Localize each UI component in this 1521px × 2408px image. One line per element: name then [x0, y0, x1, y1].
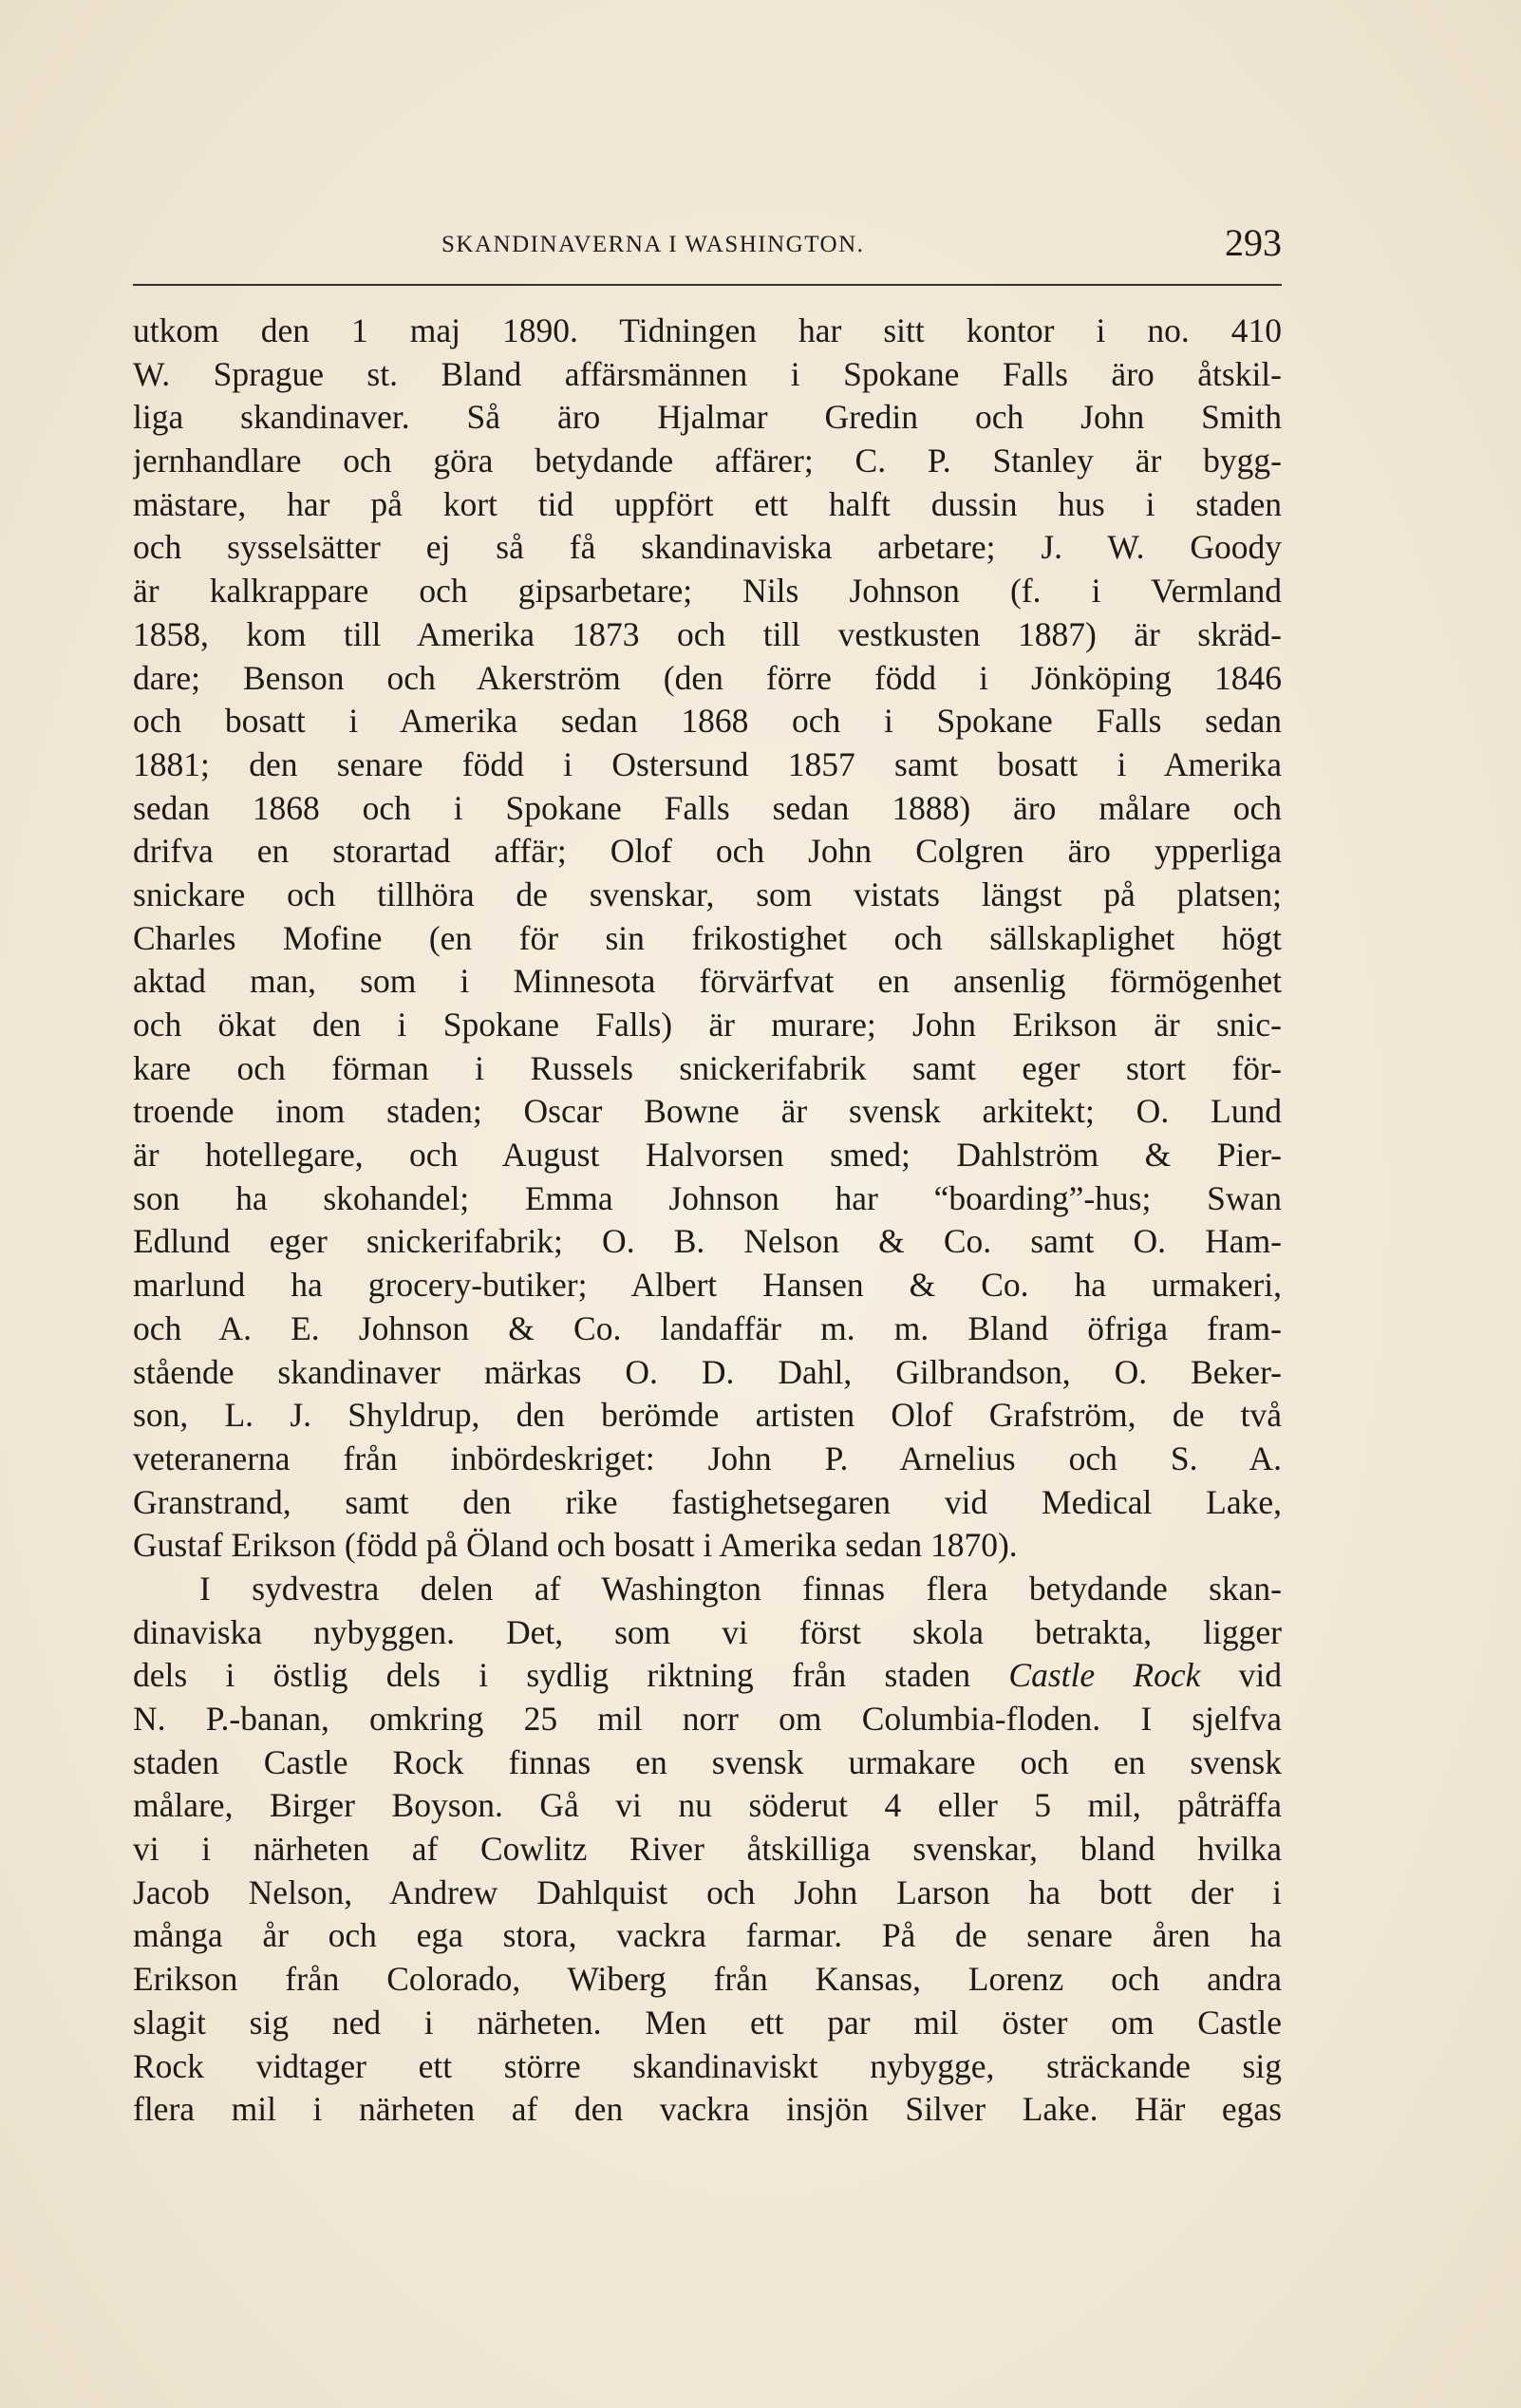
text-line: och A. E. Johnson & Co. landaffär m. m. Bland öfriga fram- [133, 1308, 1282, 1347]
text-line: son ha skohandel; Emma Johnson har “boarding”-hus; Swan [133, 1178, 1282, 1217]
text-line: snickare och tillhöra de svenskar, som vistats längst på platsen; [133, 875, 1282, 913]
text-line: 1858, kom till Amerika 1873 och till vestkusten 1887) är skräd- [133, 614, 1282, 653]
text-line: dare; Benson och Akerström (den förre född i Jönköping 1846 [133, 658, 1282, 697]
text-line: liga skandinaver. Så äro Hjalmar Gredin och John Smith [133, 398, 1282, 437]
text-line: och bosatt i Amerika sedan 1868 och i Spokane Falls sedan [133, 702, 1282, 741]
text-line: aktad man, som i Minnesota förvärfvat en ansenlig förmögenhet [133, 962, 1282, 1001]
text-line: Charles Mofine (en för sin frikostighet och sällskaplighet högt [133, 918, 1282, 957]
page-header [133, 215, 1282, 272]
text-line: utkom den 1 maj 1890. Tidningen har sitt kontor i no. 410 [133, 311, 1282, 349]
text-line: kare och förman i Russels snickerifabrik samt eger stort för- [133, 1048, 1282, 1087]
text-line: troende inom staden; Oscar Bowne är svensk arkitekt; O. Lund [133, 1092, 1282, 1131]
text-line: mästare, har på kort tid uppfört ett halft dussin hus i staden [133, 484, 1282, 523]
text-line: Jacob Nelson, Andrew Dahlquist och John Larson ha bott der i [133, 1872, 1282, 1911]
text-line: sedan 1868 och i Spokane Falls sedan 1888) äro målare och [133, 788, 1282, 827]
text-line-with-italic [133, 1654, 1282, 1698]
text-line: W. Sprague st. Bland affärsmännen i Spokane Falls äro åtskil- [133, 354, 1282, 393]
text-line: drifva en storartad affär; Olof och John Colgren äro ypperliga [133, 832, 1282, 871]
text-line: marlund ha grocery-butiker; Albert Hansen & Co. ha urmakeri, [133, 1266, 1282, 1305]
paragraph-start-line: I sydvestra delen af Washington finnas flera betydande skan- [199, 1569, 1282, 1608]
text-line: Erikson från Colorado, Wiberg från Kansas, Lorenz och andra [133, 1960, 1282, 1999]
text-line: jernhandlare och göra betydande affärer; C. P. Stanley är bygg- [133, 442, 1282, 480]
text-line: vi i närheten af Cowlitz River åtskilliga svenskar, bland hvilka [133, 1830, 1282, 1869]
text-line: stående skandinaver märkas O. D. Dahl, Gilbrandson, O. Beker- [133, 1352, 1282, 1391]
text-line: dinaviska nybyggen. Det, som vi först skola betrakta, ligger [133, 1612, 1282, 1651]
paragraph-end-line: Gustaf Erikson (född på Öland och bosatt i Amerika sedan 1870). [133, 1526, 1018, 1565]
header-rule [133, 284, 1282, 286]
text-line: och sysselsätter ej så få skandinaviska arbetare; J. W. Goody [133, 528, 1282, 567]
text-line: flera mil i närheten af den vackra insjön Silver Lake. Här egas [133, 2090, 1282, 2129]
page-number: 293 [1225, 221, 1282, 264]
text-line: Edlund eger snickerifabrik; O. B. Nelson & Co. samt O. Ham- [133, 1222, 1282, 1261]
text-line: och ökat den i Spokane Falls) är murare; John Erikson är snic- [133, 1006, 1282, 1044]
body-text [133, 310, 1282, 2132]
text-segment: vid [1200, 1656, 1282, 1695]
text-line: målare, Birger Boyson. Gå vi nu söderut 4 eller 5 mil, påträffa [133, 1786, 1282, 1825]
text-line: slagit sig ned i närheten. Men ett par mil öster om Castle [133, 2003, 1282, 2041]
text-line: är hotellegare, och August Halvorsen smed; Dahlström & Pier- [133, 1136, 1282, 1175]
text-line: Rock vidtager ett större skandinaviskt nybygge, sträckande sig [133, 2046, 1282, 2085]
running-head: SKANDINAVERNA I WASHINGTON. [441, 232, 865, 257]
text-line: N. P.-banan, omkring 25 mil norr om Columbia-floden. I sjelfva [133, 1700, 1282, 1738]
text-line: son, L. J. Shyldrup, den berömde artisten Olof Grafström, de två [133, 1396, 1282, 1435]
text-line: många år och ega stora, vackra farmar. På de senare åren ha [133, 1916, 1282, 1955]
text-line: 1881; den senare född i Ostersund 1857 samt bosatt i Amerika [133, 744, 1282, 783]
text-line: är kalkrappare och gipsarbetare; Nils Johnson (f. i Vermland [133, 572, 1282, 611]
text-line: staden Castle Rock finnas en svensk urmakare och en svensk [133, 1742, 1282, 1781]
text-line: Granstrand, samt den rike fastighetsegaren vid Medical Lake, [133, 1482, 1282, 1521]
text-segment: dels i östlig dels i sydlig riktning från staden [133, 1656, 1009, 1695]
text-line: veteranerna från inbördeskriget: John P. Arnelius och S. A. [133, 1439, 1282, 1477]
place-name-italic: Castle Rock [1008, 1656, 1201, 1695]
